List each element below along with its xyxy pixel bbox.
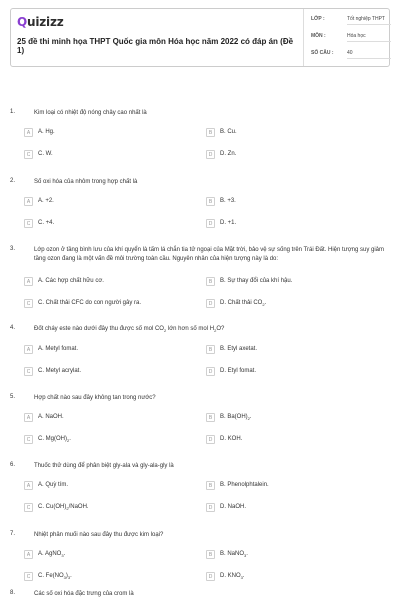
option-text: D. +1. (220, 220, 237, 226)
question-number: 3. (10, 246, 16, 252)
question-number: 2. (10, 178, 16, 184)
option-letter-box: B (206, 277, 215, 286)
answer-option[interactable] (24, 572, 184, 584)
question-text: Các số oxi hóa đặc trưng của crom là (34, 591, 134, 597)
question-number: 7. (10, 531, 16, 537)
option-letter-box: A (24, 413, 33, 422)
option-letter-box: C (24, 299, 33, 308)
option-letter-box: D (206, 503, 215, 512)
option-text: B. Sự thay đổi của khí hậu. (220, 278, 293, 284)
option-letter-box: C (24, 572, 33, 581)
answer-option[interactable] (206, 367, 366, 379)
option-text: D. NaOH. (220, 504, 247, 510)
answer-option[interactable] (206, 345, 366, 357)
answer-option[interactable] (206, 150, 366, 162)
option-text: C. W. (38, 151, 53, 157)
answer-option[interactable] (206, 299, 366, 311)
option-text: C. +4. (38, 220, 55, 226)
option-text: D. $KNO_3$. (220, 573, 245, 581)
answer-option[interactable] (206, 550, 366, 562)
question-text: Lớp ozon ở tầng bình lưu của khí quyển là tấm lá chắn tia tử ngoại của Mặt trời, bảo vệ sự sống trên Trái Đất. Hiện tượng suy giảm tầng ozon đang là một vấn đề môi trường toàn cầu. Nguyên nhân của hiện tượng này là do: (34, 247, 384, 262)
option-letter-box: C (24, 503, 33, 512)
question-text: Thuốc thử dùng để phân biệt gly-ala và gly-ala-gly là (34, 463, 174, 469)
option-text: C. $Fe(NO_3)_3$. (38, 573, 72, 581)
quizizz-logo (17, 15, 64, 29)
question-number: 1. (10, 109, 16, 115)
answer-option[interactable] (206, 435, 366, 447)
meta-count-key: SỐ CÂU : (311, 50, 334, 56)
option-letter-box: C (24, 219, 33, 228)
option-letter-box: C (24, 150, 33, 159)
option-letter-box: A (24, 345, 33, 354)
answer-option[interactable] (24, 277, 184, 289)
question-text: Số oxi hóa của nhôm trong hợp chất là (34, 179, 138, 185)
option-text: D. KOH. (220, 436, 243, 442)
answer-option[interactable] (24, 197, 184, 209)
meta-subject-key: MÔN : (311, 33, 326, 39)
option-letter-box: D (206, 435, 215, 444)
answer-option[interactable] (24, 413, 184, 425)
option-letter-box: D (206, 367, 215, 376)
question-text: Nhiệt phân muối nào sau đây thu được kim loại? (34, 532, 164, 538)
meta-line (347, 41, 391, 42)
option-text: B. NaNO$_3$. (220, 551, 248, 559)
meta-class-key: LỚP : (311, 16, 325, 22)
option-text: C. $Cu(OH)_2$/NaOH. (38, 504, 89, 512)
option-letter-box: A (24, 128, 33, 137)
header-divider (303, 9, 304, 66)
option-text: D. Zn. (220, 151, 237, 157)
meta-count-value: 40 (347, 50, 353, 56)
option-letter-box: B (206, 481, 215, 490)
question-text: Hợp chất nào sau đây không tan trong nước? (34, 395, 156, 401)
answer-option[interactable] (206, 128, 366, 140)
option-text: C. Metyl acrylat. (38, 368, 82, 374)
option-letter-box: D (206, 150, 215, 159)
option-letter-box: C (24, 367, 33, 376)
option-text: A. Metyl fomat. (38, 346, 79, 352)
meta-subject-value: Hóa học (347, 33, 366, 39)
question-text: Đốt cháy este nào dưới đây thu được số mol $CO_2$ lớn hơn số mol $H_2O$? (34, 326, 225, 334)
option-text: A. NaOH. (38, 414, 64, 420)
option-text: A. Các hợp chất hữu cơ. (38, 278, 104, 284)
option-letter-box: B (206, 550, 215, 559)
option-text: A. Hg. (38, 129, 55, 135)
option-letter-box: B (206, 345, 215, 354)
option-text: A. +2. (38, 198, 54, 204)
meta-class-value: Tốt nghiệp THPT (347, 16, 385, 22)
option-text: A. AgNO$_3$. (38, 551, 66, 559)
option-text: A. Quỳ tím. (38, 482, 69, 488)
question-number: 5. (10, 394, 16, 400)
meta-line (347, 24, 391, 25)
option-text: C. Chất thải CFC do con người gây ra. (38, 300, 141, 306)
answer-option[interactable] (24, 150, 184, 162)
option-letter-box: A (24, 197, 33, 206)
option-text: D. Etyl fomat. (220, 368, 257, 374)
option-text: D. Chất thải $CO_2$. (220, 300, 267, 308)
option-text: B. Etyl axetat. (220, 346, 258, 352)
option-letter-box: D (206, 299, 215, 308)
option-letter-box: A (24, 277, 33, 286)
option-letter-box: D (206, 572, 215, 581)
document-header (10, 8, 390, 67)
answer-option[interactable] (24, 299, 184, 311)
answer-option[interactable] (24, 345, 184, 357)
answer-option[interactable] (24, 219, 184, 231)
answer-option[interactable] (206, 197, 366, 209)
option-letter-box: C (24, 435, 33, 444)
option-letter-box: B (206, 128, 215, 137)
option-letter-box: A (24, 550, 33, 559)
option-text: B. Cu. (220, 129, 237, 135)
answer-option[interactable] (206, 481, 366, 493)
option-text: B. +3. (220, 198, 236, 204)
logo-rest: uizizz (27, 15, 64, 29)
question-number: 8. (10, 590, 16, 596)
option-text: C. $Mg(OH)_2$. (38, 436, 71, 444)
option-text: B. Phenolphtalein. (220, 482, 269, 488)
answer-option[interactable] (24, 128, 184, 140)
answer-option[interactable] (24, 503, 184, 515)
answer-option[interactable] (24, 367, 184, 379)
logo-letter-q: Q (17, 15, 28, 29)
document-title: 25 đề thi minh họa THPT Quốc gia môn Hóa học năm 2022 có đáp án (Đề 1) (17, 37, 294, 55)
option-letter-box: A (24, 481, 33, 490)
meta-line (347, 58, 391, 59)
answer-option[interactable] (24, 435, 184, 447)
answer-option[interactable] (206, 277, 366, 289)
option-letter-box: B (206, 197, 215, 206)
answer-option[interactable] (24, 550, 184, 562)
question-number: 4. (10, 325, 16, 331)
question-number: 6. (10, 462, 16, 468)
question-text: Kim loại có nhiệt độ nóng chảy cao nhất là (34, 110, 147, 116)
answer-option[interactable] (24, 481, 184, 493)
answer-option[interactable] (206, 503, 366, 515)
option-letter-box: B (206, 413, 215, 422)
answer-option[interactable] (206, 413, 366, 425)
answer-option[interactable] (206, 572, 366, 584)
answer-option[interactable] (206, 219, 366, 231)
option-text: B. $Ba(OH)_2$. (220, 414, 252, 422)
option-letter-box: D (206, 219, 215, 228)
